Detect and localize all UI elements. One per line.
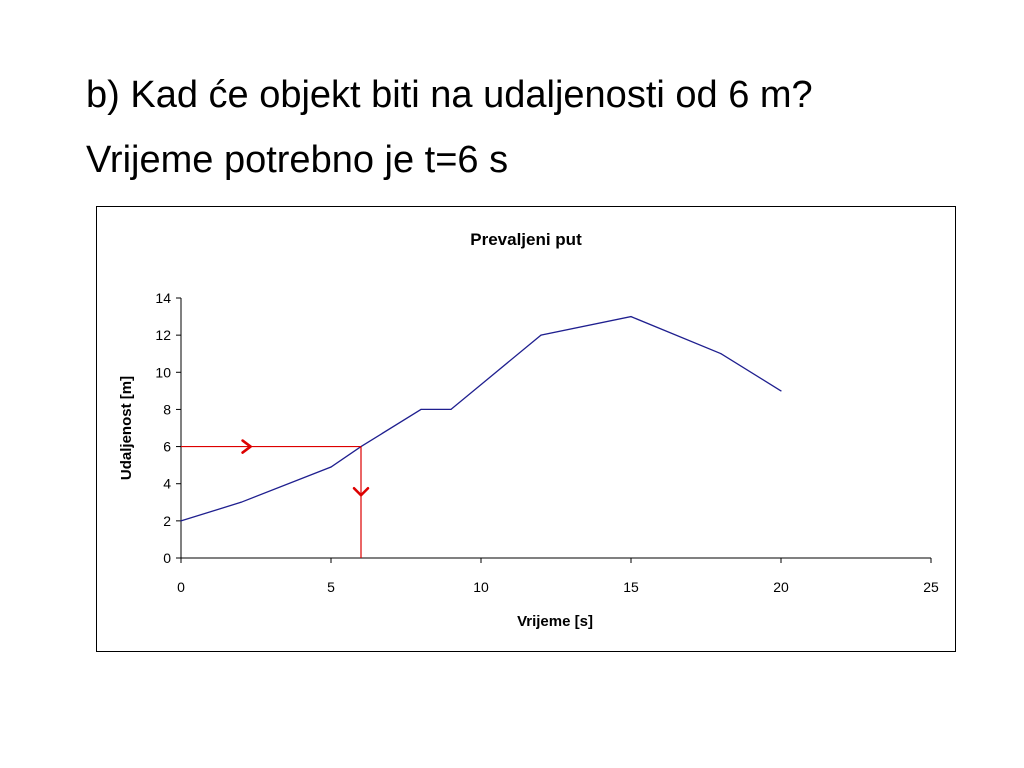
series-layer <box>180 316 781 521</box>
data-point <box>630 316 631 317</box>
x-tick-label: 0 <box>177 579 185 595</box>
data-point <box>420 409 421 410</box>
data-point <box>240 502 241 503</box>
y-tick-label: 2 <box>163 512 171 529</box>
x-tick-label: 15 <box>623 579 639 595</box>
question-text: b) Kad će objekt biti na udaljenosti od 6 m? <box>86 74 813 116</box>
y-tick-label: 8 <box>163 401 171 418</box>
answer-text: Vrijeme potrebno je t=6 s <box>86 139 509 181</box>
x-tick-label: 5 <box>327 579 335 595</box>
x-tick-label: 25 <box>923 579 939 595</box>
data-point <box>450 409 451 410</box>
y-tick-label: 14 <box>155 290 171 306</box>
axes <box>155 290 939 595</box>
y-tick-label: 10 <box>155 364 171 381</box>
data-point <box>540 335 541 336</box>
annotation-layer <box>181 441 368 558</box>
chart-title: Prevaljeni put <box>470 230 582 249</box>
data-point <box>780 390 781 391</box>
x-tick-label: 20 <box>773 579 789 595</box>
y-tick-label: 0 <box>163 550 171 566</box>
x-tick-label: 10 <box>473 579 489 595</box>
y-tick-label: 12 <box>155 327 171 344</box>
y-tick-label: 6 <box>163 438 171 455</box>
y-axis-label: Udaljenost [m] <box>118 375 135 481</box>
x-axis-label: Vrijeme [s] <box>517 613 593 630</box>
y-tick-label: 4 <box>163 475 171 492</box>
data-point <box>330 466 331 467</box>
series-line <box>181 317 781 521</box>
data-point <box>720 353 721 354</box>
data-point <box>180 520 181 521</box>
